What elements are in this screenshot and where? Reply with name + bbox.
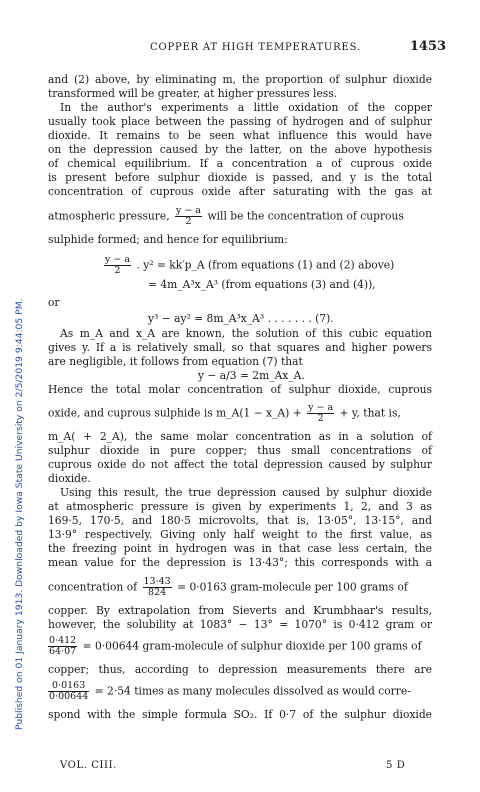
text-line: copper; thus, according to depression measurements there are [48,663,432,676]
fraction: $\frac{y - a}{2}$ [176,205,202,227]
text-line: are negligible, it follows from equation (7) that [48,355,303,368]
running-title: COPPER AT HIGH TEMPERATURES. [150,42,361,53]
equation-4: y − a/3 = 2m_Ax_A. [198,369,305,382]
text-line: however, the solubility at 1083° − 13° = 1070° is 0·412 gram or [48,618,432,631]
text-line: is present before sulphur dioxide is passed, and y is the total [48,171,432,184]
text-line: spond with the simple formula SO₂. If 0·7 of the sulphur dioxide [48,708,432,721]
text-line: Hence the total molar concentration of sulphur dioxide, cuprous [48,383,432,396]
text-line: dioxide. It remains to be seen what influence this would have [48,129,432,142]
equation-2: = 4m_A³x_A³ (from equations (3) and (4)), [148,278,376,291]
text-line: 13·9° respectively. Giving only half weight to the first value, as [48,528,432,541]
text-line: As m_A and x_A are known, the solution of this cubic equation [60,327,432,340]
text-line: concentration of cuprous oxide after saturating with the gas at [48,185,432,198]
text-line: Using this result, the true depression caused by sulphur dioxide [60,486,432,499]
page-number: 1453 [409,39,446,54]
text-line-with-fraction: $\frac{0\cdot 0163}{0\cdot 00644}$ = 2·54 times as many molecules dissolved as would corre- [49,680,411,702]
text-line: m_A( + 2_A), the same molar concentration as in a solution of [48,430,432,443]
text-line: the freezing point in hydrogen was in that case less certain, the [48,542,432,555]
text-line-with-fraction: concentration of $\frac{13\cdot 43}{824}$ = 0·0163 gram-molecule per 100 grams of [48,576,408,598]
fraction: $\frac{0\cdot 412}{64\cdot 07}$ [49,635,77,657]
volume-label: VOL. CIII. [60,760,117,771]
text-line: and (2) above, by eliminating m, the proportion of sulphur dioxide [48,73,432,86]
text-line: transformed will be greater, at higher pressures less. [48,87,338,100]
fraction: $\frac{0\cdot 0163}{0\cdot 00644}$ [49,680,89,702]
text-line: usually took place between the passing of hydrogen and of sulphur [48,115,432,128]
equation-1: $\frac{y - a}{2}$ . y² = kk′p_A (from equations (1) and (2) above) [105,254,395,276]
text-line: of chemical equilibrium. If a concentration a of cuprous oxide [48,157,432,170]
text-line: sulphide formed; and hence for equilibrium: [48,233,288,246]
text-line: cuprous oxide do not affect the total depression caused by sulphur [48,458,432,471]
text-line: on the depression caused by the latter, on the above hypothesis [48,143,432,156]
text-line: sulphur dioxide in pure copper; thus small concentrations of [48,444,432,457]
text-line: gives y. If a is relatively small, so that squares and higher powers [48,341,432,354]
text-line: at atmospheric pressure is given by experiments 1, 2, and 3 as [48,500,432,513]
text-line-with-fraction: atmospheric pressure, $\frac{y - a}{2}$ will be the concentration of cuprous [48,205,404,227]
text-line: copper. By extrapolation from Sieverts and Krumbhaar's results, [48,604,432,617]
text-line: mean value for the depression is 13·43°; this corresponds with a [48,556,432,569]
text-line-with-fraction: oxide, and cuprous sulphide is m_A(1 − x_A) + $\frac{y - a}{2}$ + y, that is, [48,402,401,424]
download-watermark: Published on 01 January 1913. Downloaded by Iowa State University on 2/5/2019 9:44:05 PM. [14,298,25,730]
text-line: 169·5, 170·5, and 180·5 microvolts, that is, 13·05°, 13·15°, and [48,514,432,527]
fraction: $\frac{y - a}{2}$ [308,402,334,424]
signature-mark: 5 D [386,760,406,771]
text-line: dioxide. [48,472,91,485]
text-line: In the author's experiments a little oxidation of the copper [60,101,432,114]
fraction: $\frac{13\cdot 43}{824}$ [143,576,171,598]
text-line-with-fraction: $\frac{0\cdot 412}{64\cdot 07}$ = 0·00644 gram-molecule of sulphur dioxide per 100 grams of [49,635,422,657]
fraction: $\frac{y - a}{2}$ [105,254,131,276]
text-line: or [48,296,60,309]
equation-3: y³ − ay² = 8m_A³x_A³ . . . . . . . (7). [148,312,334,325]
